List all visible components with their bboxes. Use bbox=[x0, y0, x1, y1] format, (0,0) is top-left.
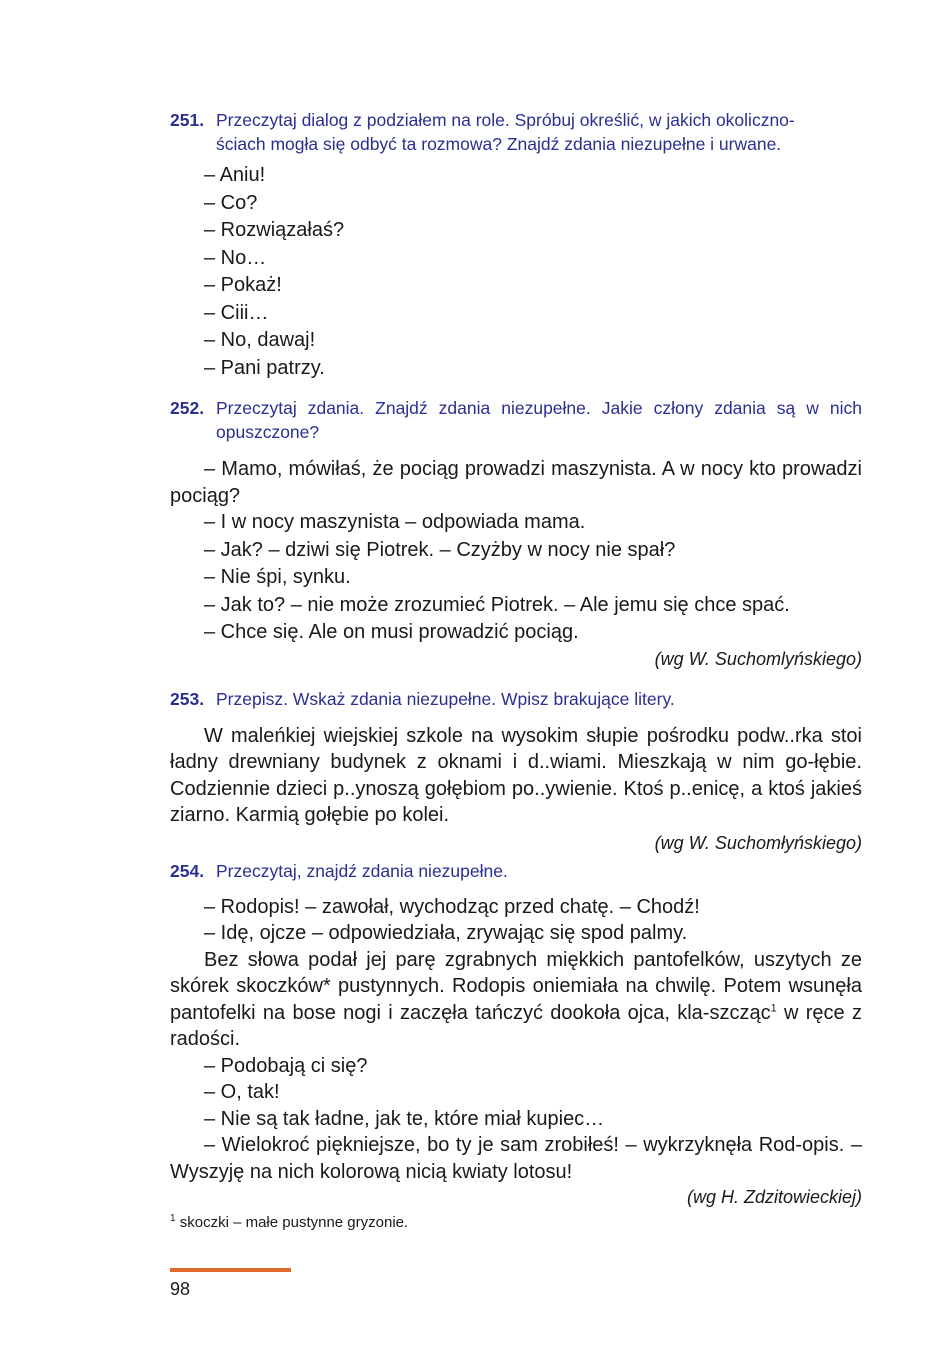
dialog-line: – Ciii… bbox=[204, 301, 269, 324]
source-citation: (wg W. Suchomłyńskiego) bbox=[654, 832, 862, 853]
dialog-line: – Jak? – dziwi się Piotrek. – Czyżby w nocy nie spał? bbox=[204, 538, 676, 561]
dialog-line: – Pokaż! bbox=[204, 274, 282, 296]
exercise-paragraph: W maleńkiej wiejskiej szkole na wysokim słupie pośrodku podw..rka stoi ładny drewniany budynek z oknami i d..wiami. Mieszkają w nim go-łębie. Codziennie dzieci p..ynoszą gołębiom po..ywienie. Ktoś p..enicę, a ktoś jakieś ziarno. Karmią gołębie po kolei. bbox=[170, 724, 862, 826]
task-instruction: 252. Przeczytaj zdania. Znajdź zdania niezupełne. Jakie człony zdania są w nich opuszczone? bbox=[170, 398, 862, 442]
footnote-marker: 1 bbox=[770, 1001, 777, 1014]
dialog-line: – Chce się. Ale on musi prowadzić pociąg. bbox=[204, 621, 579, 643]
dialog-line: – Nie śpi, synku. bbox=[204, 566, 351, 588]
dialog-paragraph: – Mamo, mówiłaś, że pociąg prowadzi maszynista. A w nocy kto prowadzi pociąg? bbox=[170, 458, 862, 507]
task-number: 254. bbox=[170, 860, 205, 881]
dialog-lines bbox=[170, 894, 862, 947]
dialog-line: – Pani patrzy. bbox=[204, 356, 325, 379]
task-instruction: 254. Przeczytaj, znajdź zdania niezupełne. bbox=[170, 860, 508, 881]
footer-rule bbox=[170, 1268, 291, 1272]
dialog-line: – Jak to? – nie może zrozumieć Piotrek. – Ale jemu się chce spać. bbox=[204, 593, 790, 616]
dialog-lines bbox=[170, 1053, 862, 1133]
dialog-lines bbox=[170, 509, 862, 647]
dialog-line: – Co? bbox=[204, 191, 258, 214]
footnote: $^1$ skoczki – małe pustynne gryzonie. bbox=[170, 1213, 409, 1231]
task-251 bbox=[170, 108, 862, 382]
dialog-line: – Nie są tak ładne, jak te, które miał kupiec… bbox=[204, 1107, 605, 1130]
dialog-line: – I w nocy maszynista – odpowiada mama. bbox=[204, 511, 586, 533]
dialog-line: – Rozwiązałaś? bbox=[204, 219, 345, 241]
footnote-mark: 1 bbox=[170, 1213, 176, 1224]
dialog-line: – Idę, ojcze – odpowiedziała, zrywając się spod palmy. bbox=[204, 922, 688, 944]
dialog-paragraph: – Wielokroć piękniejsze, bo ty je sam zrobiłeś! – wykrzyknęła Rod-opis. – Wyszyję na nich kolorową nicią kwiaty lotosu! bbox=[170, 1134, 862, 1183]
dialog-line: – No… bbox=[204, 246, 267, 269]
task-number: 252. bbox=[170, 398, 205, 418]
task-number: 253. bbox=[170, 688, 205, 709]
task-254 bbox=[170, 859, 862, 1210]
dialog-line: – Aniu! bbox=[204, 164, 266, 186]
task-number: 251. bbox=[170, 110, 205, 130]
task-instruction: 251. Przeczytaj dialog z podziałem na role. Spróbuj określić, w jakich okoliczno- ściach mogła się odbyć ta rozmowa? Znajdź zdania niezupełne i urwane. bbox=[170, 110, 795, 154]
source-citation: (wg H. Zdzitowieckiej) bbox=[686, 1187, 862, 1207]
dialog-line: – O, tak! bbox=[204, 1081, 280, 1103]
dialog-line: – Podobają ci się? bbox=[204, 1054, 368, 1077]
dialog-line: – No, dawaj! bbox=[204, 329, 316, 351]
story-paragraph: Bez słowa podał jej parę zgrabnych miękkich pantofelków, uszytych ze skórek skoczków* pustynnych. Rodopis oniemiała na chwilę. Potem wsunęła pantofelki na bose nogi i zaczęła tańczyć dookoła ojca, kla-szcząc$^1$ w ręce z radości. bbox=[170, 948, 862, 1050]
dialog-lines bbox=[170, 162, 862, 382]
source-citation: (wg W. Suchomlyńskiego) bbox=[654, 648, 862, 669]
task-252 bbox=[170, 396, 862, 671]
dialog-line: – Rodopis! – zawołał, wychodząc przed chatę. – Chodź! bbox=[204, 895, 700, 918]
page-content bbox=[170, 108, 862, 1233]
task-253 bbox=[170, 687, 862, 855]
page-number: 98 bbox=[170, 1279, 191, 1299]
task-instruction: 253. Przepisz. Wskaż zdania niezupełne. Wpisz brakujące litery. bbox=[170, 688, 675, 709]
